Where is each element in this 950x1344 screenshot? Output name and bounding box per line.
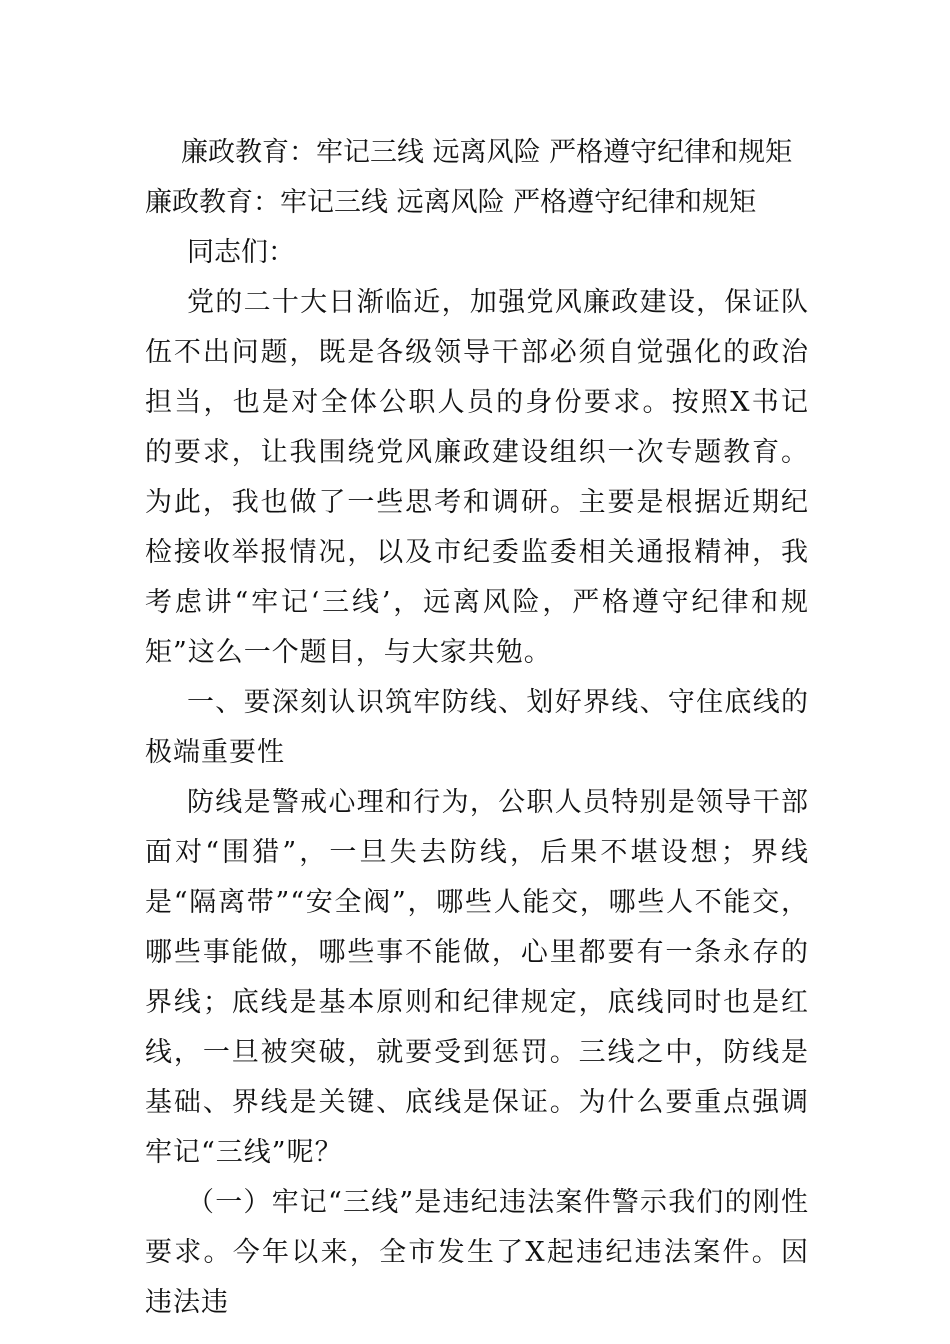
section-heading-1: 一、要深刻认识筑牢防线、划好界线、守住底线的极端重要性 <box>145 687 809 768</box>
greeting: 同志们： <box>187 237 295 268</box>
document-title-1: 廉政教育：牢记三线 远离风险 严格遵守纪律和规矩 <box>181 137 793 168</box>
paragraph-three-lines: 防线是警戒心理和行为，公职人员特别是领导干部面对“围猎”，一旦失去防线，后果不堪设想；界线是“隔离带”“安全阀”，哪些人能交，哪些人不能交，哪些事能做，哪些事不能做，心里都要有一条永存的界线；底线是基本原则和纪律规定，底线同时也是红线，一旦被突破，就要受到惩罚。三线之中，防线是基础、界线是关键、底线是保证。为什么要重点强调牢记“三线”呢？ <box>145 787 809 1168</box>
document-title-2: 廉政教育：牢记三线 远离风险 严格遵守纪律和规矩 <box>145 187 757 218</box>
document-body <box>145 128 809 1328</box>
paragraph-intro: 党的二十大日渐临近，加强党风廉政建设，保证队伍不出问题，既是各级领导干部必须自觉强化的政治担当，也是对全体公职人员的身份要求。按照X书记的要求，让我围绕党风廉政建设组织一次专题教育。为此，我也做了一些思考和调研。主要是根据近期纪检接收举报情况，以及市纪委监委相关通报精神，我考虑讲“牢记‘三线’，远离风险，严格遵守纪律和规矩”这么一个题目，与大家共勉。 <box>145 287 809 668</box>
paragraph-subsection-1: （一）牢记“三线”是违纪违法案件警示我们的刚性要求。今年以来，全市发生了X起违纪违法案件。因违法违 <box>145 1187 809 1318</box>
